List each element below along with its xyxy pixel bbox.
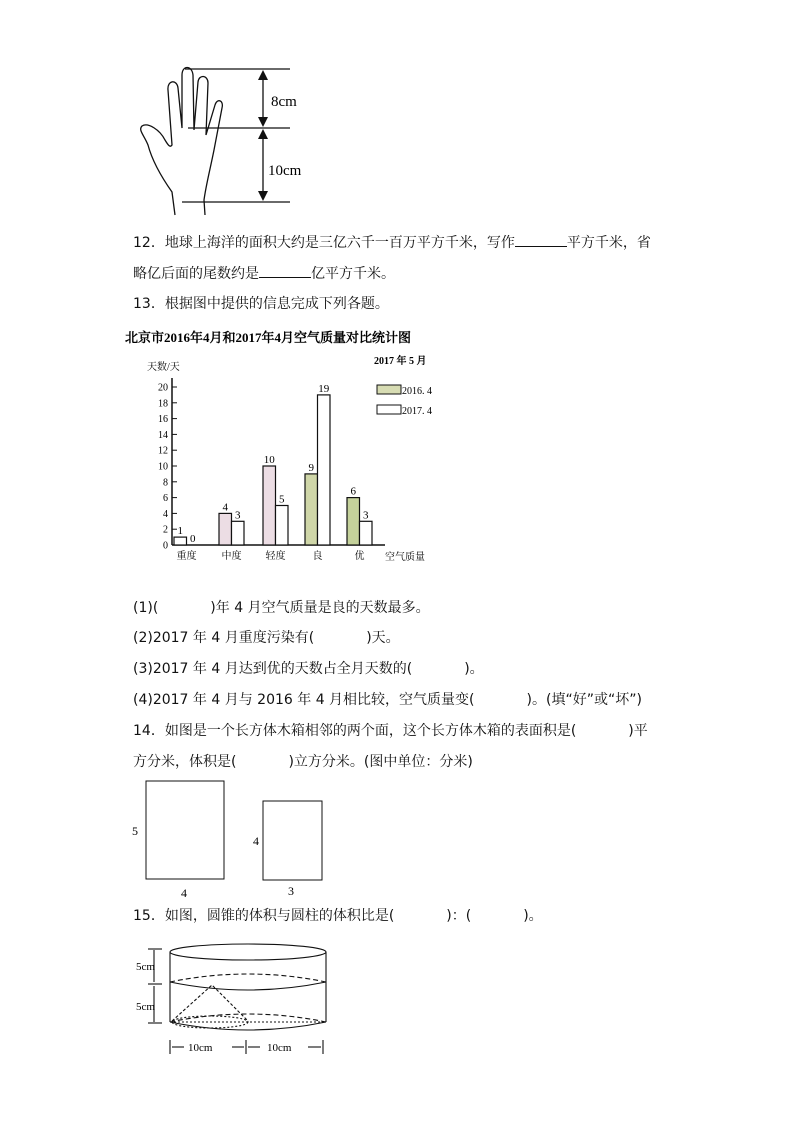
q12-text: 略亿后面的尾数约是 (133, 266, 259, 282)
q13-text: (3)2017 年 4 月达到优的天数占全月天数的( (133, 661, 413, 677)
q15-text: 15．如图，圆锥的体积与圆柱的体积比是( (133, 908, 395, 924)
y-tick-label: 10 (158, 461, 168, 473)
y-tick-label: 18 (158, 398, 168, 410)
y-tick-label: 8 (163, 477, 168, 489)
right-width-label: 10cm (267, 1042, 292, 1054)
y-tick-label: 6 (163, 493, 168, 505)
q12-text: 亿平方千米。 (311, 266, 395, 282)
face-rect-1 (146, 781, 224, 879)
cone-cylinder-figure (120, 930, 350, 1060)
q12-text: 12．地球上海洋的面积大约是三亿六千一百万平方千米，写作 (133, 235, 515, 251)
q14-text: 14．如图是一个长方体木箱相邻的两个面，这个长方体木箱的表面积是( (133, 723, 577, 739)
q13-text: )。(填“好”或“坏”) (526, 692, 642, 708)
x-axis-label: 空气质量 (385, 552, 425, 563)
q13-stem: 13．根据图中提供的信息完成下列各题。 (133, 296, 389, 312)
q13-text: (2)2017 年 4 月重度污染有( (133, 630, 315, 646)
left-width-label: 10cm (188, 1042, 213, 1054)
bar-value-label: 4 (222, 501, 228, 514)
y-tick-label: 0 (163, 540, 168, 552)
q12-text: 平方千米，省 (566, 235, 651, 251)
bar-value-label: 3 (235, 509, 241, 522)
q13-text: )。 (464, 661, 484, 677)
y-tick-label: 2 (163, 524, 168, 536)
bar-value-label: 10 (263, 454, 275, 466)
q15-line (133, 907, 543, 925)
face2-width-label: 3 (288, 884, 294, 898)
y-tick-label: 16 (158, 414, 168, 426)
y-tick-label: 14 (158, 429, 168, 441)
q14-text: )平 (628, 723, 648, 739)
bar-value-label: 19 (318, 382, 330, 395)
q15-text: )。 (523, 908, 543, 924)
y-tick-label: 20 (158, 382, 168, 394)
q14-text: )立方分米。(图中单位：分米) (288, 754, 473, 770)
x-category-label: 良 (312, 551, 323, 562)
bar-value-label: 0 (190, 533, 196, 545)
q13-text: )年 4 月空气质量是良的天数最多。 (210, 600, 430, 616)
bar-value-label: 1 (177, 525, 183, 538)
bar-value-label: 9 (308, 461, 314, 474)
x-category-label: 优 (354, 551, 365, 562)
q13-text: (1)( (133, 600, 159, 616)
face1-height-label: 5 (132, 824, 138, 838)
q15-text: )：( (446, 908, 472, 924)
upper-height-label: 5cm (136, 961, 155, 973)
bar-value-label: 3 (363, 509, 369, 522)
x-category-label: 中度 (221, 551, 242, 562)
x-category-label: 重度 (176, 551, 197, 562)
face1-width-label: 4 (181, 886, 187, 900)
legend-label-2016: 2016. 4 (402, 386, 432, 397)
y-axis-label: 天数/天 (147, 362, 180, 373)
q13-text: (4)2017 年 4 月与 2016 年 4 月相比较，空气质量变( (133, 692, 475, 708)
y-tick-label: 4 (163, 508, 168, 520)
q14-text: 方分米，体积是( (133, 754, 237, 770)
face2-height-label: 4 (253, 834, 259, 848)
chart-date-note: 2017 年 5 月 (374, 356, 427, 367)
y-tick-label: 12 (158, 445, 168, 457)
chart-title: 北京市2016年4月和2017年4月空气质量对比统计图 (125, 330, 412, 345)
face-rect-2 (263, 801, 322, 880)
lower-length-label: 10cm (268, 163, 302, 179)
lower-height-label: 5cm (136, 1001, 155, 1013)
upper-length-label: 8cm (271, 94, 297, 110)
x-category-label: 轻度 (265, 551, 286, 562)
q13-text: )天。 (366, 630, 400, 646)
bar-value-label: 6 (350, 485, 356, 498)
legend-label-2017: 2017. 4 (402, 406, 432, 417)
bar-value-label: 5 (279, 493, 285, 506)
